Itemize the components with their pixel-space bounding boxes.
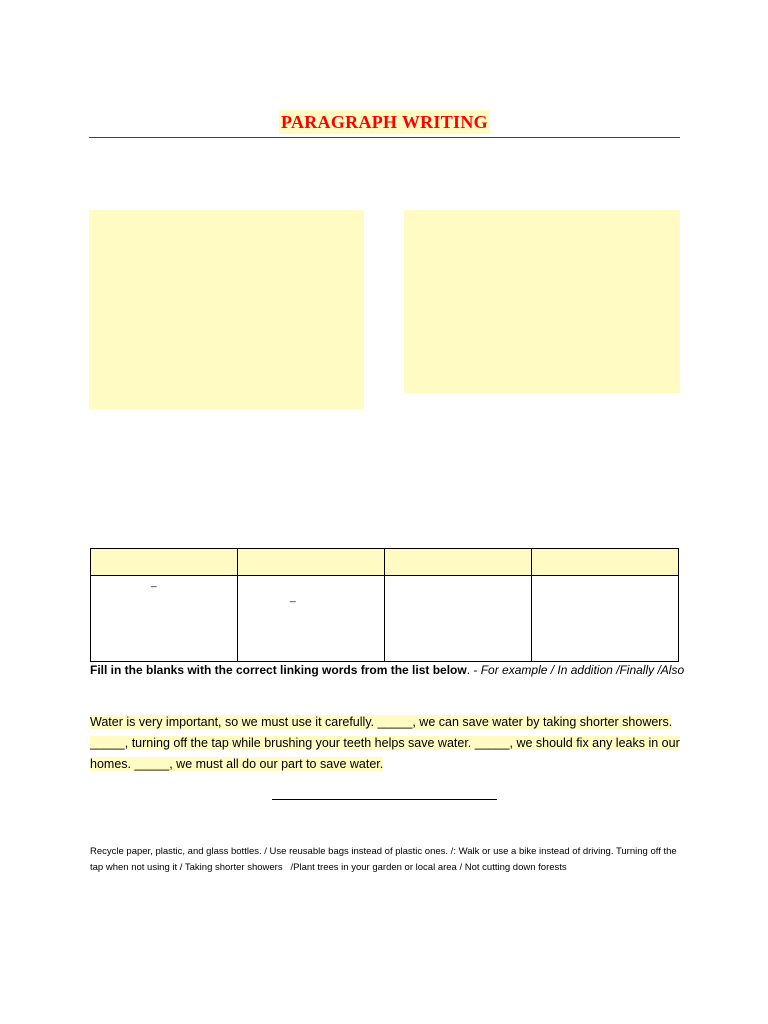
table-header-cell xyxy=(91,549,238,576)
table-cell xyxy=(91,576,238,662)
linking-words: For example / In addition /Finally /Also xyxy=(480,663,685,677)
image-placeholder-left xyxy=(89,210,364,409)
title-divider xyxy=(89,137,680,138)
table-header-cell xyxy=(385,549,532,576)
table-cell xyxy=(532,576,679,662)
instruction-main: Fill in the blanks with the correct linking words from the list below xyxy=(90,663,467,677)
ideas-table xyxy=(90,548,679,662)
image-placeholder-right xyxy=(404,210,680,393)
table-header-row xyxy=(91,549,679,576)
table-header-cell xyxy=(238,549,385,576)
idea-list: Recycle paper, plastic, and glass bottles. / Use reusable bags instead of plastic ones. /: Walk or use a bike instead of driving. Turning off the tap when not using it / Taking shorter showers /Plant trees in your garden or local area / Not cutting down forests xyxy=(90,846,680,873)
exercise-paragraph xyxy=(90,712,686,775)
cell-mark: _ xyxy=(290,592,296,603)
paragraph-text: Water is very important, so we must use it carefully. _____, we can save water by taking shorter showers. _____, turning off the tap while brushing your teeth helps save water. _____, we should fix any leaks in our homes. _____, we must all do our part to save water. xyxy=(90,715,680,771)
instruction-separator: . - xyxy=(466,663,481,677)
table-cell xyxy=(238,576,385,662)
cell-mark: _ xyxy=(151,577,157,588)
table-cell xyxy=(385,576,532,662)
page-title: PARAGRAPH WRITING xyxy=(281,112,488,132)
table-row xyxy=(91,576,679,662)
answer-line xyxy=(272,799,497,800)
table-header-cell xyxy=(532,549,679,576)
instruction-text xyxy=(90,661,685,680)
